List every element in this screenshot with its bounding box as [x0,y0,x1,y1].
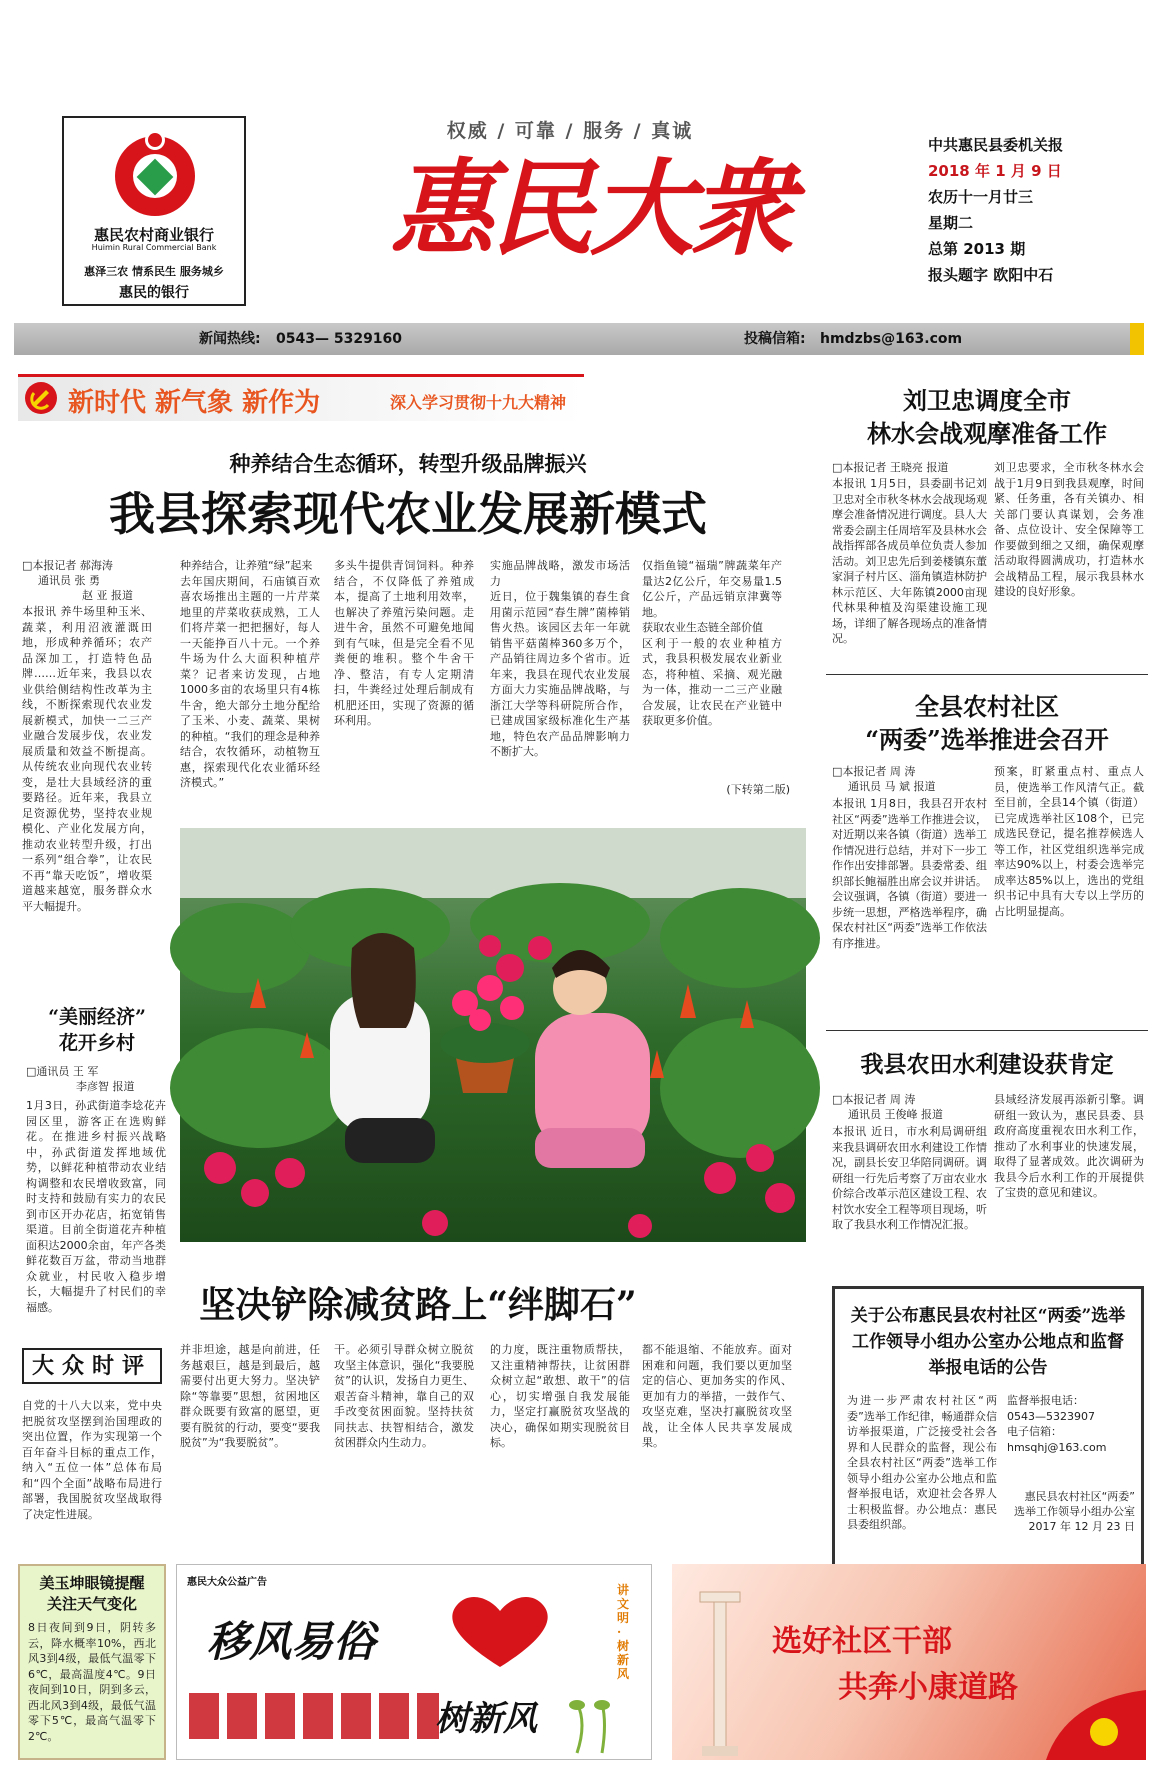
story4-col-2: 县域经济发展再添新引擎。调研组一致认为，惠民县委、县政府高度重视农田水利工作，推动了水利事业的快速发展，取得了显著成效。此次调研为我县今后水利工作的开展提供了宝贵的意见和建议。 [994,1093,1144,1199]
notice-col-1: 为进一步严肃农村社区“两委”选举工作纪律，畅通群众信访举报渠道，广泛接受社会各界和人民群众的监督，现公布全县农村社区“两委”选举工作领导小组办公室办公地点和监督举报电话，欢迎社会各界人士积极监督。办公地点：惠民县委组织部。 [847,1394,997,1531]
story3-byline [832,764,987,794]
story3-headline-1: 全县农村社区 [915,692,1059,721]
bank-name: 惠民农村商业银行 [93,226,214,244]
commentary-col-3: 干。必须引导群众树立脱贫攻坚主体意识，强化“我要脱贫”的认识，发扬自力更生、艰苦奋斗精神，靠自己的双手改变贫困面貌。坚持扶贫同扶志、扶智相结合，激发贫困群众内生动力。 [334,1343,474,1449]
photo-byline-1: □通讯员 王 军 [26,1065,99,1078]
newspaper-title: 惠民大衆 [389,147,790,270]
lead-byline-1: □本报记者 郝海涛 [22,559,113,572]
notice-footer-2: 选举工作领导小组办公室 [1014,1505,1135,1518]
story4-col-1: 本报讯 近日，市水利局调研组来我县调研农田水利建设工作情况，副县长安卫华陪同调研。调研组一行先后考察了万亩农业水价综合改革示范区建设工程、农村饮水安全工程等项目现场，听取了我县水利工作情况汇报。 [832,1125,987,1231]
photo-caption-line-2: 花开乡村 [58,1032,135,1054]
hotline-number: 0543— 5329160 [276,331,403,347]
story3-col-1: 本报讯 1月8日，我县召开农村社区“两委”选举工作推进会议，对近期以来各镇（街道）选举工作情况进行总结，并对下一步工作作出安排部署。县委常委、组织部长鲍福胜出席会议并讲话。会议强调，各镇（街道）要进一步统一思想，严格选举程序，确保农村社区“两委”选举工作依法有序推进。 [832,797,987,950]
commentary-headline[interactable]: 坚决铲除减贫路上“绊脚石” [199,1284,637,1326]
banner-main: 新时代 新气象 新作为 [68,388,321,418]
story3-headline-2: “两委”选举推进会召开 [865,725,1109,754]
bank-slogan: 惠泽三农 情系民生 服务城乡 [84,265,224,278]
story2-headline-2: 林水会战观摩准备工作 [867,419,1107,448]
notice-box [832,1286,1144,1576]
party-emblem-icon [24,381,58,415]
lead-col-1: 本报讯 养牛场里种玉米、蔬菜，利用沼液灌溉田地，形成种养循环；农产品深加工，打造特色品牌……近年来，我县以农业供给侧结构性改革为主线，不断探索现代农业发展新模式，加快一二三产业融合发展步伐，农业发展质量和效益不断提高。从传统农业向现代农业转变，是壮大县域经济的重要路径。近年来，我县立足资源优势，坚持农业规模化、产业化发展方向，推动农业转型升级，打出一系列“组合拳”，让农民不再“靠天吃饭”，增收渠道越来越宽，服务群众水平大幅提升。 [22,605,152,913]
story3-byline-2: 通讯员 马 斌 报道 [848,780,936,793]
flower-photo-image [180,828,806,1242]
lead-byline-3: 赵 亚 报道 [82,589,133,602]
lead-byline-2: 通讯员 张 勇 [38,574,100,587]
theme-banner [18,374,584,421]
ad1-text-1: 移风易俗 [207,1617,376,1666]
plant-icon [567,1693,637,1753]
weather-body: 8日夜间到9日，阴转多云，降水概率10%，西北风3到4级，最低气温零下6℃，最高温度4℃。9日夜间到10日，阴到多云，西北风3到4级，最低气温零下5℃，最高气温零下2℃。 [28,1621,156,1743]
weather-title-2: 关注天气变化 [46,1595,137,1613]
huabiao-column-icon [690,1568,750,1758]
party-flag-icon [1026,1670,1146,1760]
notice-footer-3: 2017 年 12 月 23 日 [1028,1520,1135,1533]
notice-footer [995,1489,1135,1534]
lead-col-5: 仅指鱼镜“福瑞”牌蔬菜年产量达2亿公斤，年交易量1.5亿公斤，产品远销京津冀等地。 获取农业生态链全部价值 区利于一般的农业种植方式，我县积极发展农业新业态，将种植、采摘、观光融为一体，推动一二三产业融合发展，让农民在产业链中获取更多价值。 [642,559,782,727]
story2-headline[interactable] [826,384,1148,450]
issue-number: 总第 2013 期 [928,240,1026,258]
ad2-text-2: 共奔小康道路 [838,1670,1018,1705]
calligraphy-credit: 报头题字 欧阳中石 [928,266,1054,284]
bank-slogan-2: 惠民的银行 [119,285,189,301]
commentary-col-2: 并非坦途，越是向前进，任务越艰巨，越是到最后，越需要付出更大努力。坚决铲除“等靠要”思想，贫困地区群众既要有致富的愿望，更要有脱贫的行动，要变“要我脱贫”为“我要脱贫”。 [180,1343,320,1449]
notice-col-2: 监督举报电话： 0543—5323907 电子信箱： hmsqhj@163.com [1007,1394,1107,1454]
public-ad-1[interactable] [176,1564,652,1760]
commentary-col-1: 自党的十八大以来，党中央把脱贫攻坚摆到治国理政的突出位置，作为实现第一个百年奋斗目标的重点工作，纳入“五位一体”总体布局和“四个全面”战略布局进行部署，我国脱贫攻坚战取得了决定性进展。 [22,1399,162,1521]
motto: 权威 / 可靠 / 服务 / 真诚 [446,120,694,142]
banner-sub: 深入学习贯彻十九大精神 [390,393,567,412]
story3-col-2: 预案，盯紧重点村、重点人员，使选举工作风清气正。截至目前，全县14个镇（街道）已完成选举社区108个，已完成选民登记，提名推荐候选人等工作，社区党组织选举完成率达90%以上，村委会选举完成率达85%以上，选出的党组织书记中具有大专以上学历的占比明显提高。 [994,765,1144,918]
story2-col-1: 本报讯 1月5日，县委副书记刘卫忠对全市秋冬林水会战现场观摩会准备情况进行调度。县人大常委会副主任周培军及县林水会战指挥部各成员单位负责人参加活动。刘卫忠先后到姜楼镇东董家洞子村片区、淄角镇造林防护林示范区、大年陈镇2000亩现代林果种植及沟渠建设施工现场，详细了解各现场点的准备情况。 [832,477,987,645]
story4-byline-1: □本报记者 周 涛 [832,1093,916,1106]
weekday: 星期二 [928,214,974,232]
story2-col-2: 刘卫忠要求，全市秋冬林水会战于1月9日到我县观摩，时间紧、任务重，各有关镇办、相关部门要认真谋划，会务准备、点位设计、安全保障等工作要做到细之又细，确保观摩活动取得圆满成功，打造林水会战精品工程，展示我县林水建设的良好形象。 [994,461,1144,598]
photo-byline-2: 李彦智 报道 [76,1080,135,1093]
email-address[interactable]: hmdzbs@163.com [820,331,963,347]
ad2-text-1: 选好社区干部 [772,1624,952,1659]
bank-ad[interactable] [62,116,246,306]
paper-cut-strip [189,1693,439,1739]
column-tag-label: 大众时评 [31,1353,152,1379]
ad1-text-2: 树新风 [435,1699,537,1739]
info-bar [14,323,1144,355]
commentary-col-5: 都不能退缩、不能放弃。面对困难和问题，我们要以更加坚定的信心、更加务实的作风、更加有力的举措，一鼓作气、攻坚克难，坚决打赢脱贫攻坚战，让全体人民共享发展成果。 [642,1343,792,1449]
weather-box [18,1564,166,1760]
column-tag [22,1348,162,1384]
bank-name-en: Huimin Rural Commercial Bank [91,243,217,252]
bank-logo-icon [100,126,210,222]
photo-caption-body: 1月3日，孙武街道李埝花卉园区里，游客正在选购鲜花。在推进乡村振兴战略中，孙武街道发挥地域优势，以鲜花种植带动农业结构调整和农民增收致富，同时支持和鼓励有实力的农民到市区开办花店，拓宽销售渠道。目前全街道花卉种植面积达2000余亩，年产各类鲜花数百万盆，带动当地群众就业，村民收入稳步增长，大幅提升了村民们的幸福感。 [26,1099,166,1314]
commentary-col-4: 的力度，既注重物质帮扶，又注重精神帮扶，让贫困群众树立起“敢想、敢干”的信心，切实增强自我发展能力，坚定打赢脱贫攻坚战的决心，确保如期实现脱贫目标。 [490,1343,630,1449]
photo-caption-line-1: “美丽经济” [48,1006,146,1028]
photo-byline [26,1064,166,1094]
story2-headline-1: 刘卫忠调度全市 [903,386,1071,415]
notice-footer-1: 惠民县农村社区“两委” [1024,1490,1135,1503]
lead-headline[interactable]: 我县探索现代农业发展新模式 [109,487,707,541]
lead-kicker: 种养结合生态循环，转型升级品牌振兴 [229,451,587,476]
notice-title[interactable]: 关于公布惠民县农村社区“两委”选举工作领导小组办公室办公地点和监督举报电话的公告 [850,1306,1126,1378]
lunar-date: 农历十一月廿三 [928,188,1034,206]
lead-byline [22,558,152,603]
heart-seal-icon [445,1591,555,1671]
photo-caption-title [22,1004,172,1056]
story2-byline: □本报记者 王晓亮 报道 [832,461,949,474]
flower-photo [180,828,806,1242]
lead-col-3: 多头牛提供青饲饲料。种养结合，不仅降低了养殖成本，提高了土地利用效率，也解决了养殖污染问题。走进牛舍，虽然不可避免地闻到有气味，但是完全看不见粪便的堆积。整个牛舍干净、整洁，有专人定期清扫，牛粪经过处理后制成有机肥还田，实现了资源的循环利用。 [334,559,474,727]
ad1-label: 惠民大众公益广告 [187,1577,267,1588]
lead-col-2: 种养结合，让养殖“绿”起来 去年国庆期间，石庙镇百欢喜农场推出主题的一片芹菜地里的芹菜收获成熟，工人们将芹菜一把把捆好，每人一天能挣百八十元。一个养牛场为什么大面积种植芹菜？记者来访发现，占地1000多亩的农场里只有4栋牛舍，绝大部分土地分配给了玉米、小麦、蔬菜、果树的种植。“我们的理念是种养结合，农牧循环，动植物互惠，探索现代化农业循环经济模式。” [180,559,320,789]
story3-headline[interactable] [826,690,1148,756]
email-label: 投稿信箱: [744,331,806,347]
story4-byline [832,1092,987,1122]
story4-byline-2: 通讯员 王俊峰 报道 [848,1108,943,1121]
masthead-info [928,132,1068,288]
public-ad-2[interactable] [672,1564,1146,1760]
story3-byline-1: □本报记者 周 涛 [832,765,916,778]
hotline-label: 新闻热线: [199,331,261,347]
lead-continued: (下转第二版) [726,783,790,796]
issue-date: 2018 年 1 月 9 日 [928,162,1062,180]
weather-title-1: 美玉坤眼镜提醒 [39,1574,145,1592]
ad1-side-text: 讲文明·树新风 [617,1583,630,1681]
lead-col-4: 实施品牌战略，激发市场活力 近日，位于魏集镇的春生食用菌示范园“春生牌”菌棒销售火热。该园区去年一年就销售平菇菌棒360多万个，产品销往周边多个省市。近年来，我县在现代农业发展方面大力实施品牌战略，与浙江大学等科研院所合作，已建成国家级标准化生产基地，特色农产品品牌影响力不断扩大。 [490,559,630,758]
story4-headline[interactable]: 我县农田水利建设获肯定 [860,1051,1114,1078]
org-name: 中共惠民县委机关报 [928,136,1064,154]
